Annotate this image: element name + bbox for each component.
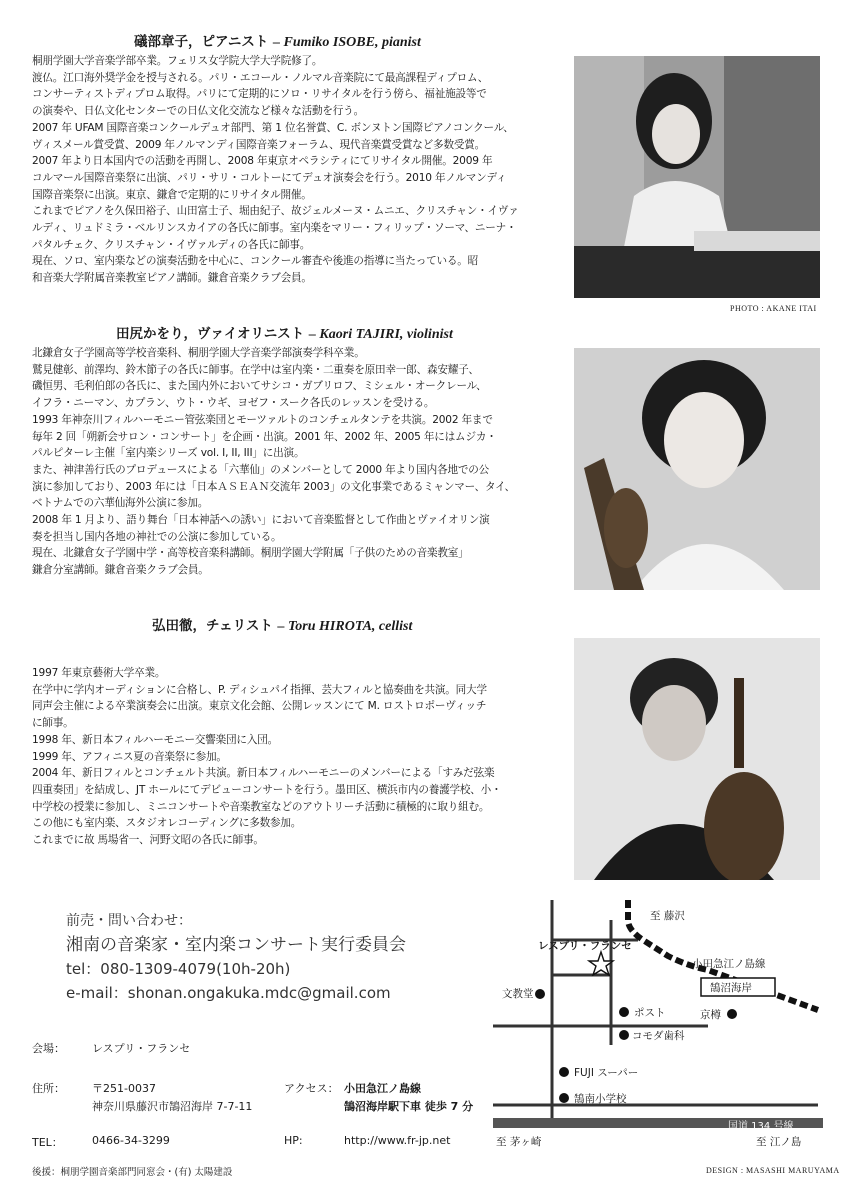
post-marker — [619, 1007, 629, 1017]
contact-email[interactable]: e-mail：shonan.ongakuka.mdc@gmail.com — [66, 984, 391, 1002]
bio-line: これまでピアノを久保田裕子、山田富士子、堀由紀子、故ジェルメーヌ・ムニエ、クリスチャン・イヴァ — [32, 205, 519, 218]
bio-title-hirota — [152, 614, 412, 635]
bio-title-en: – Toru HIROTA, cellist — [277, 619, 413, 634]
bio-line: 現在、ソロ、室内楽などの演奏活動を中心に、コンクール審査や後進の指導に当たっている。昭 — [32, 255, 479, 268]
bio-line: の演奏や、日仏文化センターでの日仏文化交流など様々な活動を行う。 — [32, 105, 364, 118]
map-route: 国道 134 号線 — [728, 1121, 794, 1132]
bio-line: ルディ、リュドミラ・ベルリンスカイアの各氏に師事。室内楽をマリー・フィリップ・ソーマ、ニーナ・ — [32, 222, 517, 235]
map-post: ポスト — [634, 1007, 666, 1019]
organizer-name: 湘南の音楽家・室内楽コンサート実行委員会 — [66, 935, 406, 955]
bio-line: パタルチェク、クリスチャン・イヴァルディの各氏に師事。 — [32, 238, 311, 251]
bio-title-isobe — [134, 30, 421, 51]
bio-line: 毎年 2 回「朔新会サロン・コンサート」を企画・出演。2001 年、2002 年、2005 年にはムジカ・ — [32, 430, 497, 443]
fuji-marker — [559, 1067, 569, 1077]
bio-line: 奏を担当し国内各地の神社での公演に参加している。 — [32, 530, 282, 543]
photo-pianist — [574, 56, 820, 298]
bio-line: 和音楽大学附属音楽教室ピアノ講師。鎌倉音楽クラブ会員。 — [32, 272, 312, 285]
kyoju-marker — [727, 1009, 737, 1019]
map-kyoju: 京樽 — [700, 1009, 721, 1021]
bio-line: 1998 年、新日本フィルハーモニー交響楽団に入団。 — [32, 733, 279, 746]
postal-code: 〒251-0037 — [92, 1082, 156, 1095]
bio-line: 1997 年東京藝術大学卒業。 — [32, 667, 166, 679]
map-komoda: コモダ歯科 — [632, 1030, 685, 1042]
bio-line: 鷲見健彰、前澤均、鈴木節子の各氏に師事。在学中は室内楽・二重奏を原田幸一郎、森安耀子、 — [32, 363, 479, 376]
bio-line: 在学中に学内オーディションに合格し、P. ディシュパイ指揮、芸大フィルと協奏曲を共演。同大学 — [32, 683, 487, 696]
bio-line: ベトナムでの六華仙海外公演に参加。 — [32, 497, 209, 510]
map-school: 鵠南小学校 — [574, 1093, 627, 1105]
bio-line: 桐朋学園大学音楽学部卒業。フェリス女学院大学大学院修了。 — [32, 55, 323, 67]
map-to-chigasaki: 至 茅ヶ崎 — [496, 1136, 542, 1148]
venue-label: 会場： — [32, 1042, 65, 1055]
venue-star-icon — [589, 952, 613, 975]
bio-title-tajiri — [116, 322, 453, 343]
address-label: 住所： — [32, 1082, 65, 1095]
contact-heading: 前売・問い合わせ： — [66, 913, 192, 929]
bio-line: 2004 年、新日フィルとコンチェルト共演。新日本フィルハーモニーのメンバーによる「すみだ弦楽 — [32, 767, 495, 780]
map-to-fujisawa: 至 藤沢 — [650, 910, 685, 922]
bio-title-en: – Kaori TAJIRI, violinist — [308, 327, 453, 342]
bio-line: 渡仏。江口海外奨学金を授与される。パリ・エコール・ノルマル音楽院にて最高課程ディプロム、 — [32, 71, 489, 84]
access-map — [488, 900, 828, 1160]
bio-title-jp: 田尻かをり，ヴァイオリニスト — [116, 326, 305, 342]
bio-line: イフラ・ニーマン、カプラン、ウト・ウギ、ヨゼフ・スーク各氏のレッスンを受ける。 — [32, 397, 435, 410]
bio-line: 2007 年より日本国内での活動を再開し、2008 年東京オペラシティにてリサイタル開催。2009 年 — [32, 155, 493, 168]
bio-line: 四重奏団」を結成し、JT ホールにてデビューコンサートを行う。墨田区、横浜市内の養護学校、小・ — [32, 783, 502, 796]
photo-credit: PHOTO : AKANE ITAI — [730, 304, 817, 313]
bio-title-en: – Fumiko ISOBE, pianist — [273, 35, 421, 50]
bio-line: 中学校の授業に参加し、ミニコンサートや音楽教室などのアウトリーチ活動に積極的に取り組む。 — [32, 800, 490, 813]
venue-tel: 0466-34-3299 — [92, 1134, 170, 1147]
bio-line: 鎌倉分室講師。鎌倉音楽クラブ会員。 — [32, 564, 209, 577]
map-fuji: FUJI スーパー — [574, 1067, 639, 1079]
bio-text-tajiri — [32, 345, 515, 579]
access-station: 鵠沼海岸駅下車 徒歩 7 分 — [344, 1100, 474, 1113]
bio-text-isobe — [32, 53, 519, 287]
photo-violinist — [574, 348, 820, 590]
bio-line: 国際音楽祭に出演。東京、鎌倉で定期的にリサイタル開催。 — [32, 188, 312, 201]
school-marker — [559, 1093, 569, 1103]
tel-label: TEL： — [32, 1136, 63, 1149]
map-venue: レスプリ・フランセ — [538, 940, 632, 952]
sponsor-credit: 後援：桐朋学園音楽部門同窓会・(有) 太陽建設 — [32, 1167, 233, 1178]
bio-line: 1999 年、アフィニス夏の音楽祭に参加。 — [32, 750, 227, 763]
bio-title-jp: 礒部章子，ピアニスト — [134, 34, 269, 50]
bunkyodo-marker — [535, 989, 545, 999]
bio-text-hirota — [32, 665, 501, 849]
venue-url[interactable]: http://www.fr-jp.net — [344, 1134, 451, 1147]
bio-line: コンサーティストディプロム取得。パリにて定期的にソロ・リサイタルを行う傍ら、福祉施設等で — [32, 88, 487, 101]
access-line: 小田急江ノ島線 — [344, 1082, 421, 1095]
map-station: 鵠沼海岸 — [710, 982, 752, 994]
komoda-marker — [619, 1030, 629, 1040]
bio-line: 1993 年神奈川フィルハーモニー管弦楽団とモーツァルトのコンチェルタンテを共演。2002 年まで — [32, 413, 493, 426]
bio-line: また、神津善行氏のプロデュースによる「六華仙」のメンバーとして 2000 年より国内各地での公 — [32, 463, 490, 476]
bio-line: コルマール国際音楽祭に出演、パリ・サリ・コルトーにてデュオ演奏会を行う。2010 年ノルマンディ — [32, 171, 507, 184]
map-bunkyodo: 文教堂 — [502, 988, 534, 1000]
bio-line: に師事。 — [32, 717, 74, 730]
venue-name: レスプリ・フランセ — [92, 1042, 191, 1055]
bio-line: 同声会主催による卒業演奏会に出演。東京文化会館、公開レッスンにて M. ロストロポーヴィッチ — [32, 700, 487, 713]
bio-line: 現在、北鎌倉女子学園中学・高等校音楽科講師。桐朋学園大学附属「子供のための音楽教室」 — [32, 547, 469, 560]
map-to-enoshima: 至 江ノ島 — [756, 1136, 802, 1148]
bio-line: 磯恒男、毛利伯郎の各氏に、また国内外においてサシコ・ガブリロフ、ミシェル・オークレール、 — [32, 380, 487, 393]
bio-line: 2008 年 1 月より、語り舞台「日本神話への誘い」において音楽監督として作曲とヴァイオリン演 — [32, 514, 490, 527]
bio-line: パルピターレ主催「室内楽シリーズ vol. I, II, III」に出演。 — [32, 447, 305, 460]
bio-line: 北鎌倉女子学園高等学校音楽科、桐朋学園大学音楽学部演奏学科卒業。 — [32, 347, 365, 359]
design-credit: DESIGN : MASASHI MARUYAMA — [706, 1166, 840, 1175]
photo-cellist — [574, 638, 820, 880]
address: 神奈川県藤沢市鵠沼海岸 7-7-11 — [92, 1100, 253, 1113]
contact-tel: tel：080-1309-4079(10h-20h) — [66, 960, 291, 978]
bio-line: ヴィスメール賞受賞、2009 年ノルマンディ国際音楽フォーラム、現代音楽賞受賞など多数受賞。 — [32, 138, 486, 151]
access-label: アクセス： — [284, 1082, 339, 1095]
bio-line: 演に参加しており、2003 年には「日本ＡＳＥＡＮ交流年 2003」の文化事業であるミャンマー、タイ、 — [32, 480, 515, 493]
bio-title-jp: 弘田徹，チェリスト — [152, 618, 273, 634]
bio-line: これまでに故 馬場省一、河野文昭の各氏に師事。 — [32, 834, 264, 847]
hp-label: HP: — [284, 1134, 303, 1147]
map-line-name: 小田急江ノ島線 — [692, 958, 766, 970]
bio-line: この他にも室内楽、スタジオレコーディングに多数参加。 — [32, 817, 302, 830]
bio-line: 2007 年 UFAM 国際音楽コンクールデュオ部門、第 1 位名誉賞、C. ボンヌトン国際ピアノコンクール、 — [32, 121, 514, 134]
